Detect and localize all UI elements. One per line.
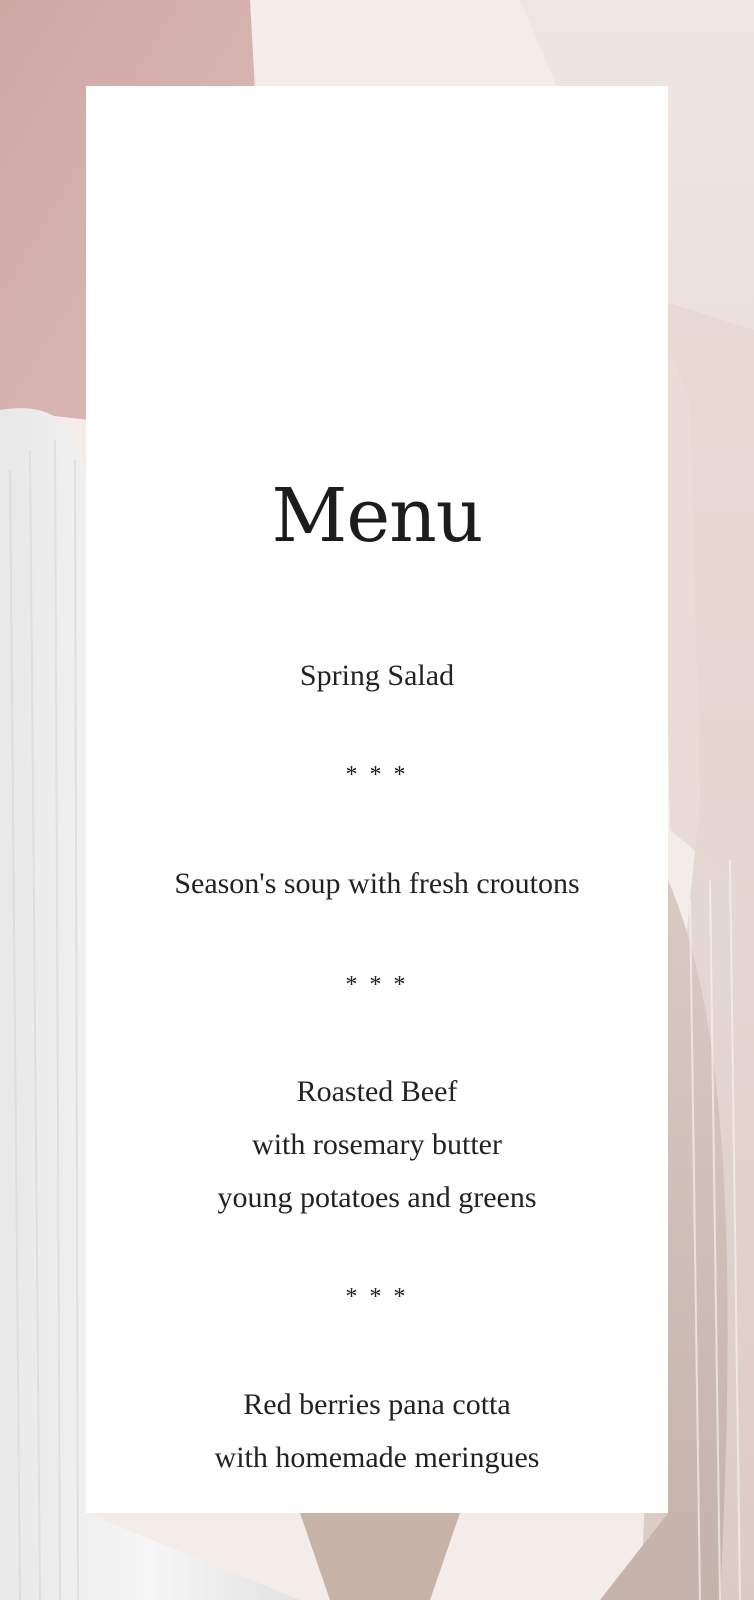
menu-title: Menu <box>271 473 483 559</box>
course-soup: Season's soup with fresh croutons <box>174 867 580 900</box>
course-main-title: Roasted Beef <box>296 1075 458 1108</box>
course-main-line3: young potatoes and greens <box>217 1181 537 1214</box>
menu-card <box>86 86 668 1513</box>
course-separator: * * * <box>345 972 409 998</box>
course-separator: * * * <box>345 1284 409 1310</box>
course-spring-salad: Spring Salad <box>299 659 455 692</box>
course-dessert-line2: with homemade meringues <box>214 1441 540 1474</box>
course-main-line2: with rosemary butter <box>252 1128 502 1161</box>
course-dessert-title: Red berries pana cotta <box>243 1388 511 1421</box>
course-separator: * * * <box>345 762 409 788</box>
